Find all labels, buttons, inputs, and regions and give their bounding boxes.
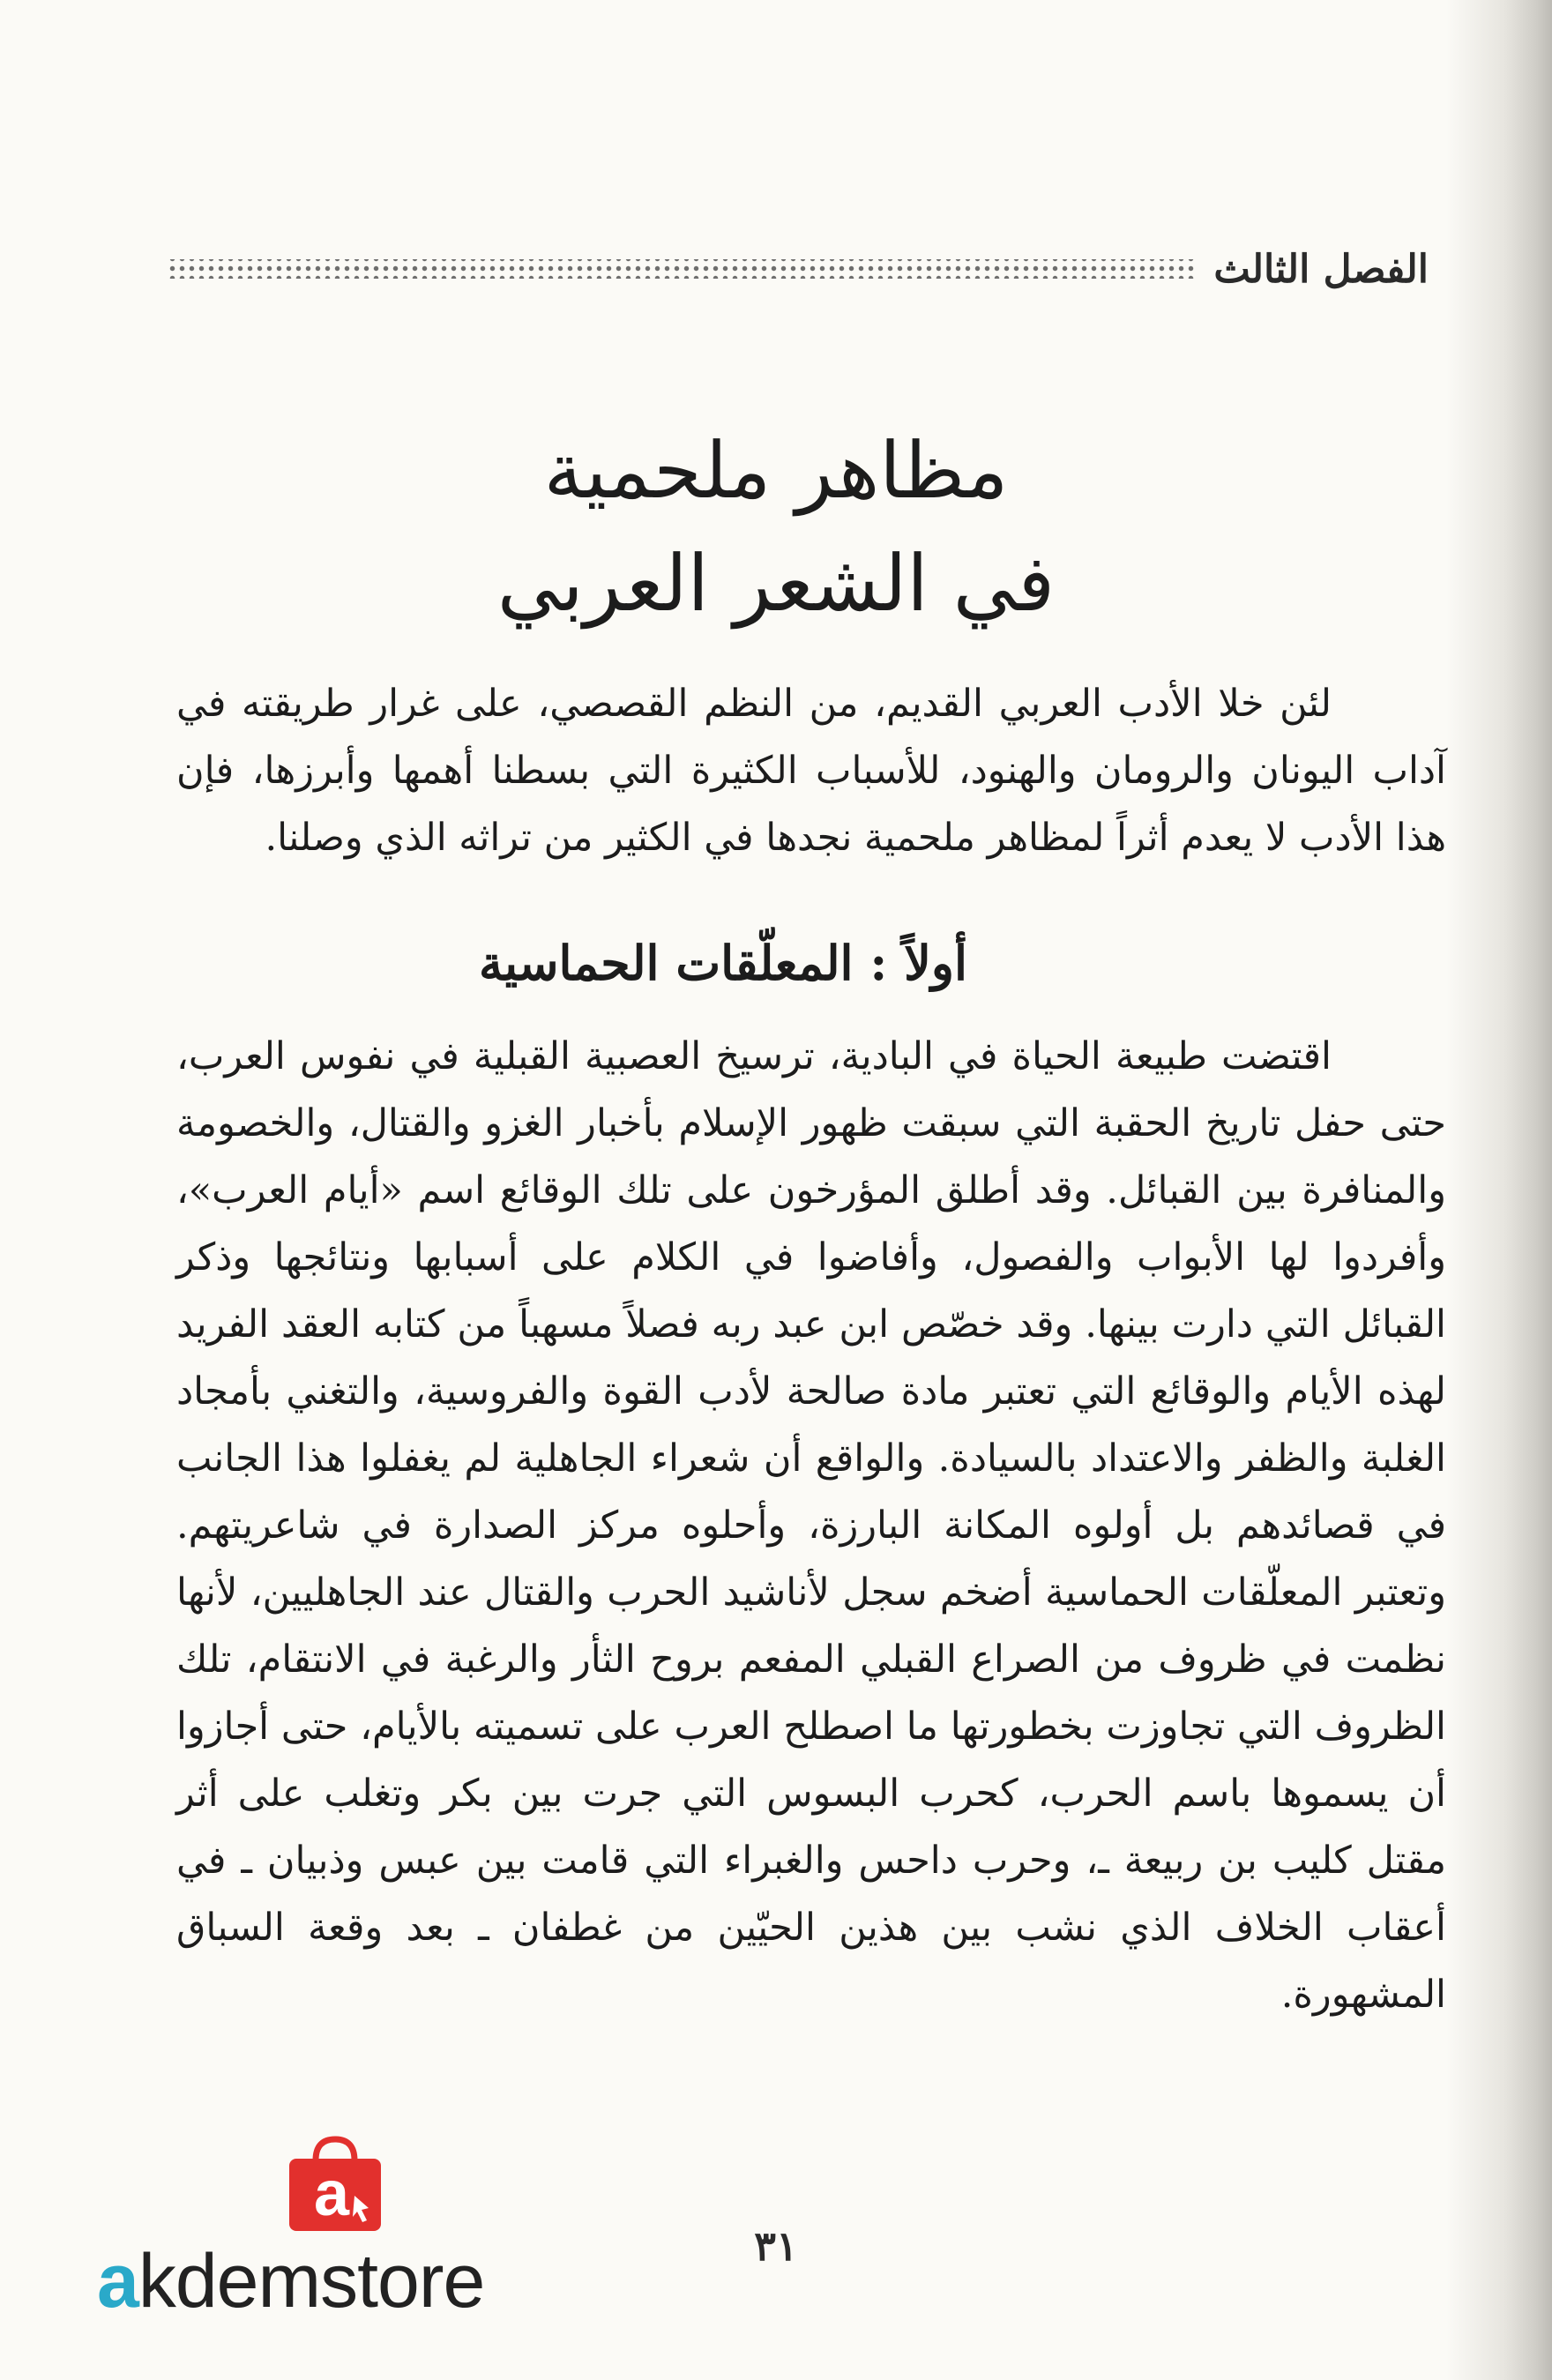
section-paragraph: اقتضت طبيعة الحياة في البادية، ترسيخ العصبية القبلية في نفوس العرب، حتى حفل تاريخ الحقبة التي سبقت ظهور الإسلام بأخبار الغزو والقتال، والخصومة والمنافرة بين القبائل. وقد أطلق المؤرخون على تلك الوقائع اسم «أيام العرب»، وأفردوا لها الأبواب والفصول، وأفاضوا في الكلام على أسبابها ونتائجها وذكر القبائل التي دارت بينها. وقد خصّص ابن عبد ربه فصلاً مسهباً من كتابه العقد الفريد لهذه الأيام والوقائع التي تعتبر مادة صالحة لأدب القوة والفروسية، والتغني بأمجاد الغلبة والظفر والاعتداد بالسيادة. والواقع أن شعراء الجاهلية لم يغفلوا هذا الجانب في قصائدهم بل أولوه المكانة البارزة، وأحلوه مركز الصدارة في شاعريتهم. وتعتبر المعلّقات الحماسية أضخم سجل لأناشيد الحرب والقتال عند الجاهليين، لأنها نظمت في ظروف من الصراع القبلي المفعم بروح الثأر والرغبة في الانتقام، تلك الظروف التي تجاوزت بخطورتها ما اصطلح العرب على تسميته بالأيام، حتى أجازوا أن يسموها باسم الحرب، كحرب البسوس التي جرت بين بكر وتغلب على أثر مقتل كليب بن ربيعة ـ، وحرب داحس والغبراء التي قامت بين عبس وذبيان ـ في أعقاب الخلاف الذي نشب بين هذين الحيّين من غطفان ـ بعد وقعة السباق المشهورة. xyxy=(176,1034,1446,2017)
shopping-bag-icon xyxy=(282,2134,388,2233)
chapter-title xyxy=(265,414,1287,640)
store-name-accent: a xyxy=(97,2239,138,2324)
store-name-rest: kdemstore xyxy=(138,2239,485,2324)
chapter-label: الفصل الثالث xyxy=(1213,246,1429,292)
logo-letter: a xyxy=(313,2159,350,2229)
intro-paragraph: لئن خلا الأدب العربي القديم، من النظم القصصي، على غرار طريقته في آداب اليونان والرومان والهنود، للأسباب الكثيرة التي بسطنا أهمها وأبرزها، فإن هذا الأدب لا يعدم أثراً لمظاهر ملحمية نجدها في الكثير من تراثه الذي وصلنا. xyxy=(176,682,1446,860)
title-line-2: في الشعر العربي xyxy=(496,538,1056,629)
store-name xyxy=(97,2238,556,2325)
section-paragraph-block xyxy=(176,1023,1446,2028)
ornamental-rule xyxy=(168,259,1198,279)
store-watermark xyxy=(97,2134,556,2328)
intro-paragraph-block xyxy=(176,670,1446,871)
spine-shadow xyxy=(1446,0,1552,2380)
running-header xyxy=(168,238,1429,300)
section-heading: أولاً : المعلّقات الحماسية xyxy=(479,935,967,991)
title-line-1: مظاهر ملحمية xyxy=(543,425,1009,516)
page-number: ٣١ xyxy=(754,2222,798,2270)
